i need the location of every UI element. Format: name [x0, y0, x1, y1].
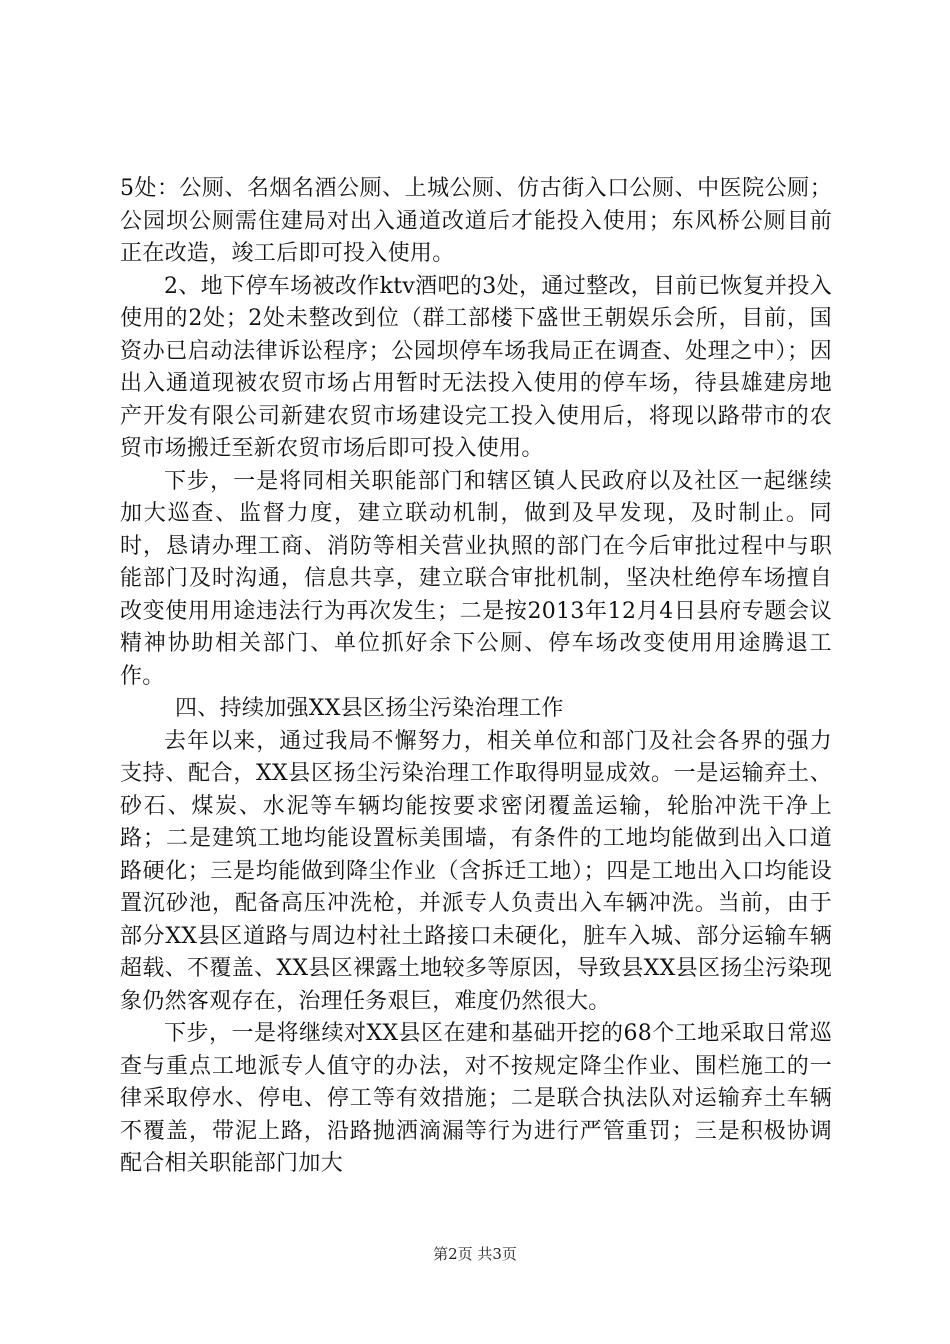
document-body — [120, 173, 832, 1181]
paragraph-next-steps-dust: 下步，一是将继续对XX县区在建和基础开挖的68个工地采取日常巡查与重点工地派专人值守的办法，对不按规定降尘作业、围栏施工的一律采取停水、停电、停工等有效措施；二是联合执法队对运输弃土车辆不覆盖，带泥上路，沿路抛洒滴漏等行为进行严管重罚；三是积极协调配合相关职能部门加大 — [120, 1021, 832, 1176]
paragraph-dust-summary: 去年以来，通过我局不懈努力，相关单位和部门及社会各界的强力支持、配合，XX县区扬尘污染治理工作取得明显成效。一是运输弃土、砂石、煤炭、水泥等车辆均能按要求密闭覆盖运输，轮胎冲洗干净上路；二是建筑工地均能设置标美围墙，有条件的工地均能做到出入口道路硬化；三是均能做到降尘作业（含拆迁工地）；四是工地出入口均能设置沉砂池，配备高压冲洗枪，并派专人负责出入车辆冲洗。当前，由于部分XX县区道路与周边村社土路接口未硬化，脏车入城、部分运输车辆超载、不覆盖、XX县区裸露土地较多等原因，导致县XX县区扬尘污染现象仍然客观存在，治理任务艰巨，难度仍然很大。 — [120, 728, 832, 1014]
page-footer: 第2页 共3页 — [433, 1245, 517, 1263]
paragraph-parking-item: 2、地下停车场被改作ktv酒吧的3处，通过整改，目前已恢复并投入使用的2处；2处未整改到位（群工部楼下盛世王朝娱乐会所，目前，国资办已启动法律诉讼程序；公园坝停车场我局正在调查、处理之中）；因出入通道现被农贸市场占用暂时无法投入使用的停车场，待县雄建房地产开发有限公司新建农贸市场建设完工投入使用后，将现以路带市的农贸市场搬迁至新农贸市场后即可投入使用。 — [120, 273, 832, 461]
paragraph-next-steps-parking: 下步，一是将同相关职能部门和辖区镇人民政府以及社区一起继续加大巡查、监督力度，建立联动机制，做到及早发现，及时制止。同时，恳请办理工商、消防等相关营业执照的部门在今后审批过程中与职能部门及时沟通，信息共享，建立联合审批机制，坚决杜绝停车场擅自改变使用用途违法行为再次发生；二是按2013年12月4日县府专题会议精神协助相关部门、单位抓好余下公厕、停车场改变使用用途腾退工作。 — [120, 468, 832, 689]
section-heading: 四、持续加强XX县区扬尘污染治理工作 — [175, 696, 564, 721]
paragraph-continued: 5处：公厕、名烟名酒公厕、上城公厕、仿古街入口公厕、中医院公厕；公园坝公厕需住建局对出入通道改道后才能投入使用；东风桥公厕目前正在改造，竣工后即可投入使用。 — [120, 176, 832, 266]
